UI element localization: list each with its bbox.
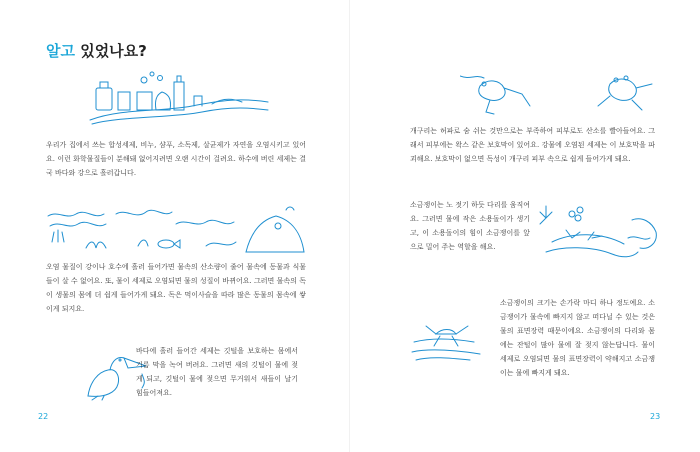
left-paragraph-3: 바다에 흘러 들어간 세제는 깃털을 보호하는 몸에서 기름 막을 녹여 버려요. 그러면 새의 깃털이 물에 젖게 되고, 깃털이 물에 젖으면 무거워서 새들이 날기 힘들어져요. — [136, 347, 298, 397]
right-page — [350, 0, 700, 452]
left-paragraph-1: 우리가 집에서 쓰는 합성세제, 비누, 샴푸, 소독제, 살균제가 자연을 오염시키고 있어요. 이런 화학물질들이 분해돼 없어지려면 오랜 시간이 걸려요. 하수에 버린 세제는 결국 바다와 강으로 흘러갑니다. — [46, 141, 306, 177]
page-title — [46, 40, 147, 61]
page-number-right: 23 — [650, 412, 661, 421]
detergent-bottles-illustration — [82, 68, 272, 128]
title-rest: 있었나요? — [74, 42, 147, 60]
right-paragraph-1: 개구리는 허파로 숨 쉬는 것만으로는 부족하여 피부로도 산소를 빨아들여요. 그래서 피부에는 왁스 같은 보호막이 있어요. 강물에 오염된 세제는 이 보호막을 파괴해요. 보호막이 없으면 독성이 개구리 피부 속으로 쉽게 들어가게 돼요. — [410, 127, 655, 163]
right-paragraph-2: 소금쟁이는 노 젓기 하듯 다리를 움직여요. 그러면 물에 작은 소용돌이가 생기고, 이 소용돌이의 힘이 소금쟁이를 앞으로 밀어 주는 역할을 해요. — [410, 201, 530, 251]
page-number-left: 22 — [38, 412, 49, 421]
water-striders-illustration — [532, 202, 662, 266]
title-highlight: 알고 — [46, 42, 75, 60]
water-plants-fish-illustration — [46, 202, 306, 258]
left-paragraph-2: 오염 물질이 강이나 호수에 흘러 들어가면 물속의 산소량이 줄어 물속에 동물과 식물 들이 살 수 없어요. 또, 물이 세제로 오염되면 물의 성질이 바뀌어요. 그러면 물속의 독이 생물의 몸에 더 쉽게 들어가게 돼요. 독은 먹이사슬을 따라 많은 동물의 몸속에 쌓이게 되지요. — [46, 263, 306, 313]
right-paragraph-3: 소금쟁이의 크기는 손가락 마디 하나 정도예요. 소금쟁이가 물속에 빠지지 않고 떠다닐 수 있는 것은 물의 표면장력 때문이에요. 소금쟁이의 다리와 몸에는 잔털이 많아 물에 잘 젖지 않는답니다. 물이 세제로 오염되면 물의 표면장력이 약해지고 소금쟁이는 물에 빠지게 돼요. — [500, 299, 655, 377]
frogs-illustration — [460, 66, 660, 118]
water-strider-closeup-illustration — [410, 316, 490, 364]
